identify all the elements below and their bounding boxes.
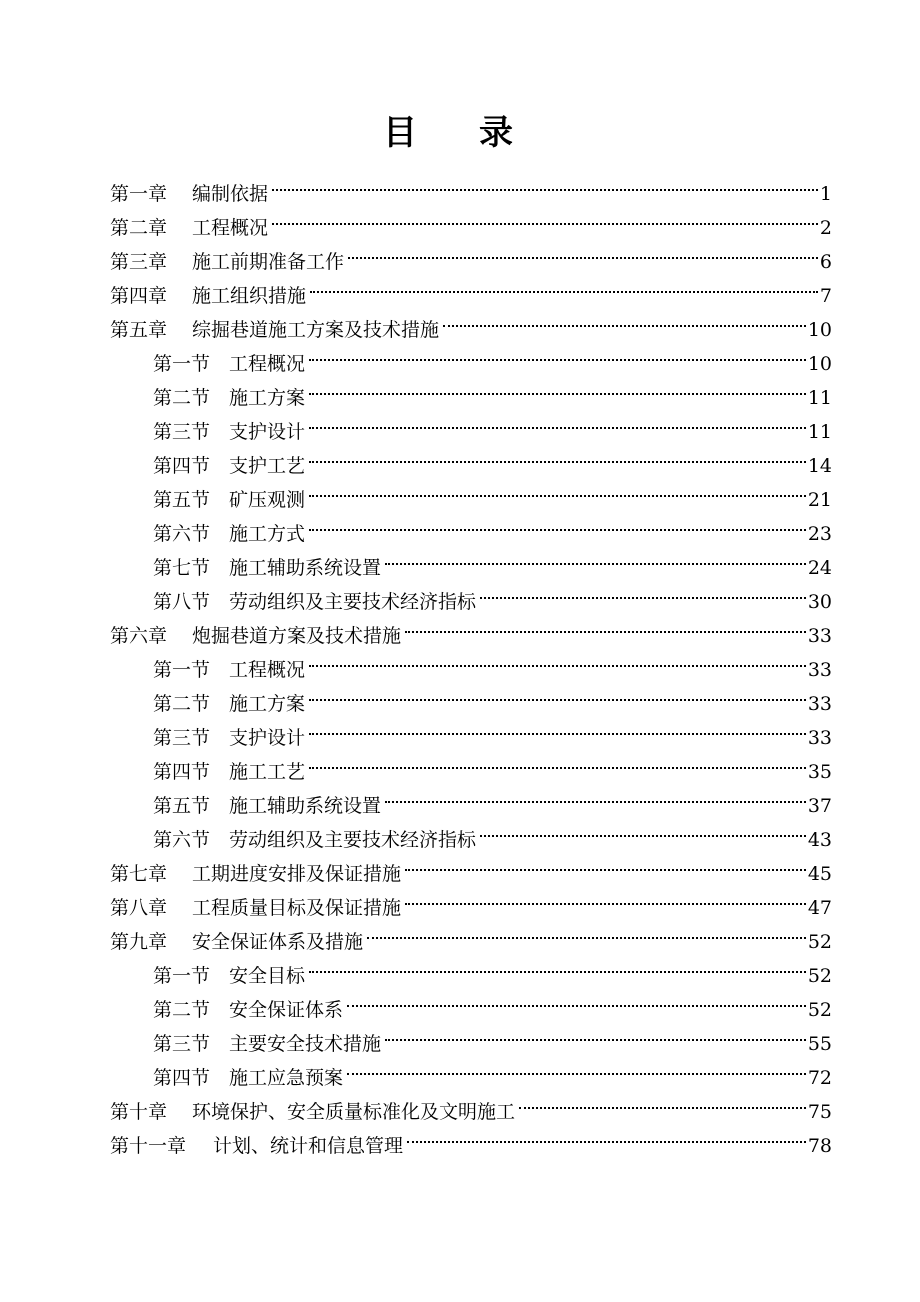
toc-entry-page-number: 45 — [807, 863, 832, 885]
toc-entry-title: 安全保证体系及措施 — [192, 931, 364, 953]
toc-dot-leader — [309, 472, 806, 506]
toc-entry-number: 第一章 — [110, 183, 168, 205]
toc-dot-leader — [309, 676, 806, 710]
toc-entry-title: 施工方式 — [229, 523, 306, 545]
toc-entry-number: 第四节 — [153, 1067, 211, 1089]
toc-entry-page-number: 75 — [807, 1101, 832, 1123]
toc-entry-page-number: 33 — [807, 693, 832, 715]
toc-entry-title: 工期进度安排及保证措施 — [192, 863, 402, 885]
toc-entry-page-number: 72 — [807, 1067, 832, 1089]
toc-entry-number: 第十一章 — [110, 1135, 187, 1157]
toc-entry-number: 第三节 — [153, 421, 211, 443]
toc-dot-leader — [348, 234, 818, 268]
toc-entry-title: 矿压观测 — [229, 489, 306, 511]
toc-dot-leader — [309, 948, 806, 982]
toc-entry-title: 工程概况 — [192, 217, 269, 239]
toc-dot-leader — [272, 166, 818, 200]
toc-entry-page-number: 33 — [807, 659, 832, 681]
toc-section-entry[interactable] — [110, 438, 832, 477]
toc-entry-number: 第一节 — [153, 353, 211, 375]
toc-entry-title: 综掘巷道施工方案及技术措施 — [192, 319, 440, 341]
toc-dot-leader — [309, 438, 806, 472]
toc-entry-page-number: 10 — [807, 319, 832, 341]
toc-entry-page-number: 78 — [807, 1135, 832, 1157]
toc-entry-title: 工程概况 — [229, 353, 306, 375]
toc-dot-leader — [519, 1084, 806, 1118]
toc-entry-number: 第六节 — [153, 829, 211, 851]
toc-entry-title: 工程概况 — [229, 659, 306, 681]
toc-entry-title: 支护设计 — [229, 727, 306, 749]
toc-entry-page-number: 11 — [807, 387, 832, 409]
toc-entry-number: 第八节 — [153, 591, 211, 613]
toc-entry-number: 第二章 — [110, 217, 168, 239]
toc-dot-leader — [272, 200, 818, 234]
toc-entry-title: 安全保证体系 — [229, 999, 344, 1021]
toc-entry-number: 第四节 — [153, 455, 211, 477]
toc-section-entry[interactable] — [110, 506, 832, 545]
toc-entry-number: 第三节 — [153, 727, 211, 749]
toc-entry-page-number: 7 — [819, 285, 832, 307]
toc-entry-title: 劳动组织及主要技术经济指标 — [229, 591, 477, 613]
toc-entry-number: 第二节 — [153, 693, 211, 715]
toc-entry-number: 第二节 — [153, 387, 211, 409]
toc-dot-leader — [347, 982, 806, 1016]
toc-entry-title: 施工工艺 — [229, 761, 306, 783]
toc-entry-page-number: 1 — [819, 183, 832, 205]
toc-entry-page-number: 33 — [807, 625, 832, 647]
toc-dot-leader — [443, 302, 806, 336]
toc-entry-number: 第八章 — [110, 897, 168, 919]
toc-section-entry[interactable] — [110, 778, 832, 817]
toc-dot-leader — [385, 778, 806, 812]
toc-entry-title: 施工方案 — [229, 387, 306, 409]
toc-entry-page-number: 52 — [807, 999, 832, 1021]
toc-entry-number: 第三节 — [153, 1033, 211, 1055]
toc-section-entry[interactable] — [110, 404, 832, 443]
toc-section-entry[interactable] — [110, 370, 832, 409]
toc-entry-title: 主要安全技术措施 — [229, 1033, 382, 1055]
toc-entry-page-number: 35 — [807, 761, 832, 783]
toc-dot-leader — [480, 812, 806, 846]
toc-dot-leader — [309, 404, 806, 438]
toc-dot-leader — [407, 1118, 806, 1152]
toc-entry-title: 工程质量目标及保证措施 — [192, 897, 402, 919]
toc-entry-page-number: 33 — [807, 727, 832, 749]
toc-entry-number: 第三章 — [110, 251, 168, 273]
toc-entry-number: 第七章 — [110, 863, 168, 885]
toc-entry-title: 施工辅助系统设置 — [229, 557, 382, 579]
toc-section-entry[interactable] — [110, 676, 832, 715]
toc-entry-page-number: 2 — [819, 217, 832, 239]
toc-dot-leader — [405, 608, 806, 642]
toc-section-entry[interactable] — [110, 472, 832, 511]
toc-chapter-entry[interactable] — [110, 166, 832, 205]
toc-section-entry[interactable] — [110, 540, 832, 579]
toc-entry-number: 第十章 — [110, 1101, 168, 1123]
toc-dot-leader — [310, 268, 818, 302]
toc-dot-leader — [367, 914, 806, 948]
toc-entry-title: 环境保护、安全质量标准化及文明施工 — [192, 1101, 516, 1123]
toc-section-entry[interactable] — [110, 710, 832, 749]
toc-entry-page-number: 6 — [819, 251, 832, 273]
toc-entry-page-number: 10 — [807, 353, 832, 375]
toc-dot-leader — [347, 1050, 806, 1084]
toc-entry-page-number: 24 — [807, 557, 832, 579]
toc-section-entry[interactable] — [110, 744, 832, 783]
toc-entry-title: 支护设计 — [229, 421, 306, 443]
toc-entry-page-number: 52 — [807, 931, 832, 953]
toc-dot-leader — [480, 574, 806, 608]
toc-section-entry[interactable] — [110, 982, 832, 1021]
toc-entry-page-number: 55 — [807, 1033, 832, 1055]
toc-entry-title: 安全目标 — [229, 965, 306, 987]
toc-entry-number: 第六节 — [153, 523, 211, 545]
toc-dot-leader — [405, 880, 806, 914]
toc-section-entry[interactable] — [110, 574, 832, 613]
toc-entry-number: 第四节 — [153, 761, 211, 783]
toc-section-entry[interactable] — [110, 1016, 832, 1055]
toc-entry-title: 劳动组织及主要技术经济指标 — [229, 829, 477, 851]
toc-dot-leader — [405, 846, 806, 880]
toc-entry-page-number: 47 — [807, 897, 832, 919]
toc-entry-number: 第一节 — [153, 659, 211, 681]
toc-dot-leader — [385, 540, 806, 574]
toc-entry-page-number: 43 — [807, 829, 832, 851]
toc-entry-title: 施工辅助系统设置 — [229, 795, 382, 817]
toc-dot-leader — [309, 336, 806, 370]
toc-title: 目录 — [383, 113, 575, 153]
toc-dot-leader — [309, 370, 806, 404]
toc-dot-leader — [385, 1016, 806, 1050]
toc-dot-leader — [309, 710, 806, 744]
toc-entry-number: 第七节 — [153, 557, 211, 579]
toc-entry-page-number: 14 — [807, 455, 832, 477]
toc-entry-page-number: 52 — [807, 965, 832, 987]
toc-entry-title: 施工方案 — [229, 693, 306, 715]
toc-entry-number: 第九章 — [110, 931, 168, 953]
toc-entry-number: 第五节 — [153, 489, 211, 511]
toc-dot-leader — [309, 744, 806, 778]
toc-entry-title: 施工应急预案 — [229, 1067, 344, 1089]
toc-entry-page-number: 37 — [807, 795, 832, 817]
toc-dot-leader — [309, 642, 806, 676]
toc-chapter-entry[interactable] — [110, 608, 832, 647]
toc-entry-number: 第六章 — [110, 625, 168, 647]
toc-entry-page-number: 30 — [807, 591, 832, 613]
toc-dot-leader — [309, 506, 806, 540]
toc-section-entry[interactable] — [110, 1050, 832, 1089]
toc-chapter-entry[interactable] — [110, 846, 832, 885]
toc-entry-title: 施工组织措施 — [192, 285, 307, 307]
toc-entry-number: 第一节 — [153, 965, 211, 987]
toc-entry-page-number: 21 — [807, 489, 832, 511]
toc-chapter-entry[interactable] — [110, 1084, 832, 1123]
toc-entry-title: 计划、统计和信息管理 — [213, 1135, 404, 1157]
toc-entry-number: 第二节 — [153, 999, 211, 1021]
toc-list — [110, 166, 832, 1157]
toc-section-entry[interactable] — [110, 812, 832, 851]
toc-entry-title: 支护工艺 — [229, 455, 306, 477]
toc-entry-title: 施工前期准备工作 — [192, 251, 345, 273]
toc-entry-number: 第四章 — [110, 285, 168, 307]
toc-entry-title: 编制依据 — [192, 183, 269, 205]
toc-entry-number: 第五章 — [110, 319, 168, 341]
toc-entry-title: 炮掘巷道方案及技术措施 — [192, 625, 402, 647]
toc-entry-page-number: 23 — [807, 523, 832, 545]
toc-entry-number: 第五节 — [153, 795, 211, 817]
toc-entry-page-number: 11 — [807, 421, 832, 443]
